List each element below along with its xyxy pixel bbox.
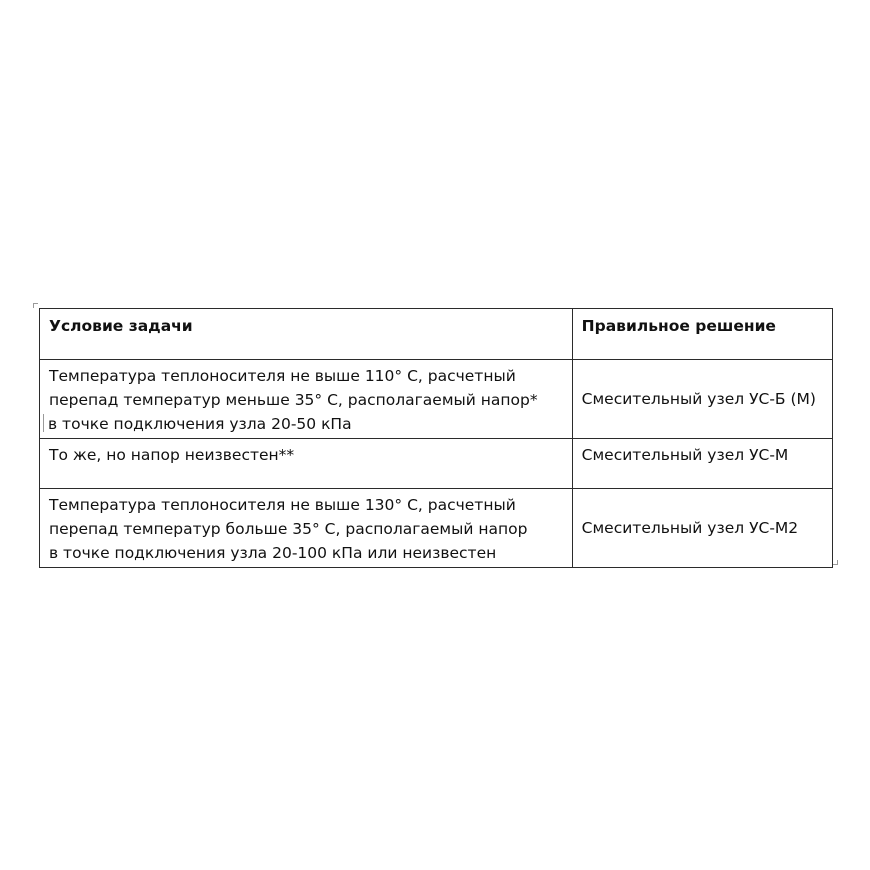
solutions-table: [39, 308, 833, 568]
table-row: [40, 360, 833, 439]
header-cell-condition: [40, 309, 573, 360]
solution-text: Смесительный узел УС-Б (М): [581, 390, 816, 408]
solution-cell: [572, 489, 832, 568]
condition-cell: [40, 439, 573, 489]
solution-text: Смесительный узел УС-М: [581, 446, 789, 464]
condition-line: перепад температур меньше 35° С, располагаемый напор*: [49, 391, 538, 409]
condition-cell: [40, 360, 573, 439]
text-cursor-marker: [43, 414, 44, 432]
condition-line: Температура теплоносителя не выше 130° С, расчетный: [49, 496, 516, 514]
table-row: [40, 489, 833, 568]
condition-line: То же, но напор неизвестен**: [49, 446, 295, 464]
solution-text: Смесительный узел УС-М2: [581, 519, 799, 537]
table-row: [40, 439, 833, 489]
table-header-row: [40, 309, 833, 360]
condition-line: перепад температур больше 35° С, располагаемый напор: [49, 520, 528, 538]
condition-cell: [40, 489, 573, 568]
header-solution-label: Правильное решение: [581, 317, 776, 335]
condition-line: Температура теплоносителя не выше 110° С, расчетный: [49, 367, 516, 385]
solution-cell: [572, 360, 832, 439]
table-corner-marker-top-left: [33, 303, 38, 308]
header-condition-label: Условие задачи: [49, 317, 193, 335]
condition-line-wrapper: [49, 412, 564, 436]
condition-line: в точке подключения узла 20-100 кПа или неизвестен: [49, 544, 497, 562]
header-cell-solution: [572, 309, 832, 360]
condition-line: в точке подключения узла 20-50 кПа: [48, 415, 352, 433]
solution-cell: [572, 439, 832, 489]
table-corner-marker-bottom-right: [833, 560, 838, 565]
